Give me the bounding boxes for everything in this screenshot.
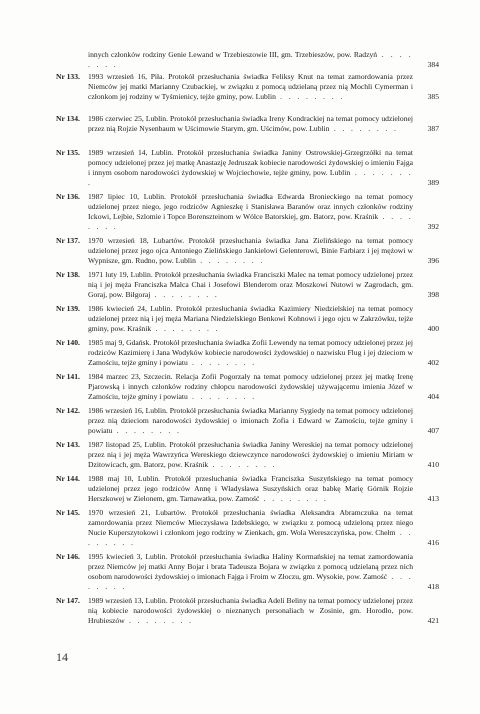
entry-page: 398	[427, 289, 439, 299]
entry-page: 385	[427, 91, 439, 101]
toc-entry	[56, 148, 439, 188]
dot-leader: . . . . . . . .	[88, 211, 413, 231]
entry-text: 1971 luty 19, Lublin. Protokół przesłuchania świadka Franciszki Malec na temat pomocy udzielonej przez nią i jej męża Franciszka Malca Chai i Josefowi Blenderom oraz Moszkowi Nutowi w Zagrodach, gm. Goraj, pow. Biłgoraj . . . . . . . .	[88, 270, 413, 299]
toc-entry	[56, 338, 439, 368]
toc-entry	[56, 114, 439, 134]
entry-page: 410	[427, 459, 439, 469]
entry-text: 1989 wrzesień 14, Lublin. Protokół przesłuchania świadka Janiny Ostrowskiej-Grzegrzółki na temat pomocy udzielonej przez jej matkę Anastazję Jedruszak kobiecie narodowości żydowskiej o imieniu Fajga i innym osobom narodowości żydowskiej w Wojciechowie, tejże gminy, pow. Lublin . . . . . . . .	[88, 148, 413, 187]
dot-leader: . . . . . . . .	[195, 255, 265, 265]
entry-number: Nr 145.	[56, 508, 80, 517]
entry-number: Nr 140.	[56, 338, 80, 347]
entry-number: Nr 139.	[56, 304, 80, 313]
entry-page: 400	[427, 323, 439, 333]
entry-number: Nr 142.	[56, 406, 80, 415]
page-number: 14	[56, 650, 68, 664]
toc-entry	[56, 474, 439, 504]
dot-leader: . . . . . . . .	[259, 493, 329, 503]
entry-text: 1987 lipiec 10, Lublin. Protokół przesłuchania świadka Edwarda Bronieckiego na temat pomocy udzielonej przez niego, jego rodziców Agnieszkę i Stanisława Baranów oraz innych członków rodziny Ickowi, Lejbie, Szlomie i Topce Borenszteinom w Wólce Batorskiej, gm. Batorz, pow. Kraśnik . . . . . . . .	[88, 192, 413, 231]
entry-number: Nr 146.	[56, 552, 80, 561]
entry-number: Nr 137.	[56, 236, 80, 245]
entry-number: Nr 135.	[56, 148, 80, 157]
dot-leader: . . . . . . . .	[187, 391, 257, 401]
entry-page: 407	[427, 425, 439, 435]
entry-text: 1984 marzec 23, Szczecin. Relacja Zofii Pogorzały na temat pomocy udzielonej przez jej matkę Irenę Pjarowską i innych członków rodziny chłopcu narodowości żydowskiej używającemu imienia Józef w Zamościu, tejże gminy i powiatu . . . . . . . .	[88, 372, 413, 401]
entry-page: 421	[427, 615, 439, 625]
dot-leader: . . . . . . . .	[329, 123, 399, 133]
toc-entry	[56, 552, 439, 592]
entry-page: 389	[427, 177, 439, 187]
toc-entry	[56, 372, 439, 402]
entry-page: 413	[427, 493, 439, 503]
entry-text: 1970 wrzesień 18, Lubartów. Protokół przesłuchania świadka Jana Zielińskiego na temat pomocy udzielonej przez jego ojca Antoniego Zielińskiego Jankielowi Gelenterowi, Binie Farbiarz i jej mężowi w Wypnisze, gm. Rudno, pow. Lublin . . . . . . . .	[88, 236, 413, 265]
entry-page: 384	[427, 59, 439, 69]
entry-number: Nr 138.	[56, 270, 80, 279]
toc-entry	[56, 192, 439, 232]
dot-leader: . . . . . . . .	[124, 615, 194, 625]
entry-number: Nr 147.	[56, 596, 80, 605]
dot-leader: . . . . . . . .	[88, 527, 413, 547]
entry-text: 1986 kwiecień 24, Lublin. Protokół przesłuchania świadka Kazimiery Niedzielskiej na temat pomocy udzielonej przez nią i jej męża Mariana Niedzielskiego Benkowi Kohnowi i jego ojcu w Zakrzówku, tejże gminy, pow. Kraśnik . . . . . . . .	[88, 304, 413, 333]
entry-text: 1995 kwiecień 3, Lublin. Protokół przesłuchania świadka Haliny Kormańskiej na temat zamordowania przez Niemców jej matki Anny Bojar i brata Tadeusza Bojara w związku z pomocą udzielaną przez nich osobom narodowości żydowskiej o imionach Fajga i Froim w Złoczu, gm. Wysokie, pow. Zamość . . . . . . . .	[88, 552, 413, 591]
toc-entry	[56, 596, 439, 626]
entry-text: 1985 maj 9, Gdańsk. Protokół przesłuchania świadka Zofii Lewendy na temat pomocy udzielonej przez jej rodziców Kazimierę i Jana Wodyków kobiecie narodowości żydowskiej o nazwisku Flug i jej dzieciom w Zamościu, tejże gminy i powiatu . . . . . . . .	[88, 338, 413, 367]
dot-leader: . . . . . . . .	[150, 289, 220, 299]
entry-text: 1989 wrzesień 13, Lublin. Protokół przesłuchania świadka Adeli Beliny na temat pomocy udzielonej przez nią kobiecie narodowości żydowskiej o nieznanych personaliach w Zosinie, gm. Horodło, pow. Hrubieszów . . . . . . . .	[88, 596, 413, 625]
dot-leader: . . . . . . . .	[88, 571, 413, 591]
entry-page: 404	[427, 391, 439, 401]
toc-entry	[56, 236, 439, 266]
toc-entry	[56, 72, 439, 102]
entry-text: 1986 wrzesień 16, Lublin. Protokół przesłuchania świadka Marianny Sygiedy na temat pomocy udzielonej przez nią dzieciom narodowości żydowskiej o imionach Zofia i Edward w Zamościu, tejże gminy i powiatu . . . . . . . .	[88, 406, 413, 435]
dot-leader: . . . . . . . .	[88, 167, 413, 187]
entry-text: 1970 wrzesień 21, Lubartów. Protokół przesłuchania świadka Aleksandra Abramczuka na temat zamordowania przez Niemców Mieczysława Izdebskiego, w związku z pomocą udzieloną przez niego Nucie Kuperszytokowi i członkom jego rodziny w Zienkach, gm. Wola Wereszczyńska, pow. Chełm . . . . . . . .	[88, 508, 413, 547]
entry-number: Nr 136.	[56, 192, 80, 201]
entry-number: Nr 141.	[56, 372, 80, 381]
entry-text: 1993 wrzesień 16, Piła. Protokół przesłuchania świadka Feliksy Knut na temat zamordowania przez Niemców jej matki Marianny Czubackiej, w związku z pomocą udzielaną przez nią Mochli Cymerman i członkom jej rodziny w Tyśmienicy, tejże gminy, pow. Lublin . . . . . . . .	[88, 72, 413, 101]
entry-number: Nr 143.	[56, 440, 80, 449]
entry-page: 396	[427, 255, 439, 265]
dot-leader: . . . . . . . .	[208, 459, 277, 469]
entry-number: Nr 144.	[56, 474, 80, 483]
entry-number: Nr 133.	[56, 72, 80, 81]
entry-text: 1986 czerwiec 25, Lublin. Protokół przesłuchania świadka Ireny Kondrackiej na temat pomocy udzielonej przez nią Rojzie Nysenbaum w Uścimowie Starym, gm. Uścimów, pow. Lublin . . . . . . . .	[88, 114, 413, 133]
toc-entry	[56, 270, 439, 300]
dot-leader: . . . . . . . .	[112, 425, 182, 435]
toc-entry	[56, 406, 439, 436]
toc-entry	[56, 304, 439, 334]
entry-text: 1988 maj 10, Lublin. Protokół przesłuchania świadka Franciszka Suszyńskiego na temat pomocy udzielonej przez jego rodziców Annę i Władysława Suszyńskich oraz babkę Marię Górnik Rojzie Herszkowej w Zielonem, gm. Tarnawatka, pow. Zamość . . . . . . . .	[88, 474, 413, 503]
entry-text: innych członków rodziny Genie Lewand w Trzebieszowie III, gm. Trzebieszów, pow. Radzyń . . . . . . . .	[88, 50, 413, 69]
entry-page: 402	[427, 357, 439, 367]
entry-page: 392	[427, 221, 439, 231]
dot-leader: . . . . . . . .	[88, 50, 413, 69]
entry-number: Nr 134.	[56, 114, 80, 123]
entry-page: 418	[427, 581, 439, 591]
dot-leader: . . . . . . . .	[187, 357, 257, 367]
toc-entry	[56, 440, 439, 470]
entry-page: 416	[427, 537, 439, 547]
entry-page: 387	[427, 123, 439, 133]
dot-leader: . . . . . . . .	[275, 91, 345, 101]
toc-entry	[56, 508, 439, 548]
dot-leader: . . . . . . . .	[151, 323, 220, 333]
toc-entry	[56, 50, 439, 70]
entry-text: 1987 listopad 25, Lublin. Protokół przesłuchania świadka Janiny Wereskiej na temat pomocy udzielonej przez nią i jej męża Wawrzyńca Wereskiego dziewczynce narodowości żydowskiej o imieniu Miriam w Dzitowicach, gm. Batorz, pow. Kraśnik . . . . . . . .	[88, 440, 413, 469]
